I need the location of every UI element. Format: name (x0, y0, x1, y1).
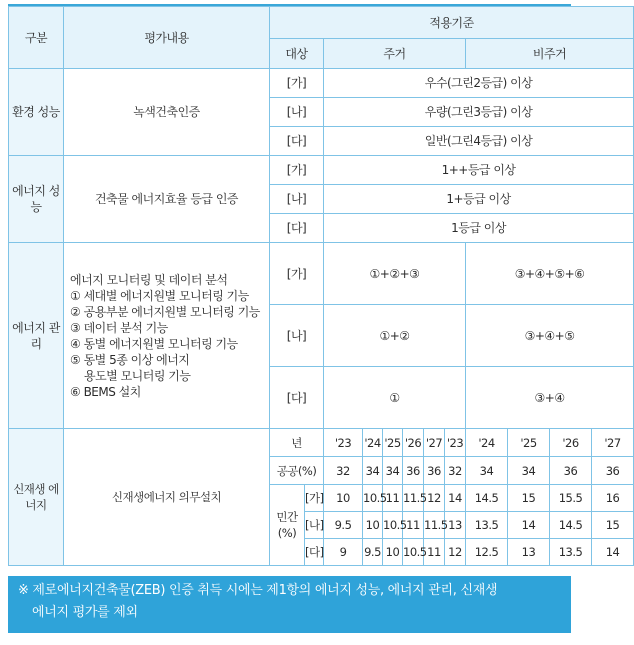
energy-performance-criteria: 1+등급 이상 (324, 185, 634, 214)
content-line: 에너지 모니터링 및 데이터 분석 (70, 272, 228, 287)
private-value: 12.5 (466, 539, 508, 566)
grade-label: [나] (270, 185, 324, 214)
year-label: 년 (270, 429, 324, 457)
energy-performance-content: 건축물 에너지효율 등급 인증 (64, 156, 270, 243)
private-value: 12 (445, 539, 466, 566)
nonresidential-criteria: ③+④+⑤+⑥ (466, 243, 634, 305)
private-value: 10.5 (383, 512, 403, 539)
nonresidential-criteria: ③+④+⑤ (466, 305, 634, 367)
year-cell: '23 (445, 429, 466, 457)
private-value: 14 (592, 539, 634, 566)
header-criteria: 적용기준 (270, 7, 634, 39)
renewable-content: 신재생에너지 의무설치 (64, 429, 270, 566)
private-value: 14.5 (550, 512, 592, 539)
environment-row (9, 69, 634, 98)
energy-management-row (9, 243, 634, 305)
grade-label: [나] (270, 98, 324, 127)
private-value: 13.5 (466, 512, 508, 539)
private-value: 13.5 (550, 539, 592, 566)
private-value: 10.5 (403, 539, 424, 566)
footnote-line: ※ 제로에너지건축물(ZEB) 인증 취득 시에는 제1항의 에너지 성능, 에너지 관리, 신재생 (18, 583, 498, 598)
private-value: 10 (324, 485, 363, 512)
grade-label: [다] (270, 127, 324, 156)
private-value: 14 (445, 485, 466, 512)
private-value: 15.5 (550, 485, 592, 512)
private-value: 15 (592, 512, 634, 539)
content-line: ④ 동별 에너지원별 모니터링 기능 (70, 336, 238, 351)
private-value: 13 (445, 512, 466, 539)
grade-label: [가] (270, 243, 324, 305)
grade-label: [나] (270, 305, 324, 367)
year-cell: '26 (403, 429, 424, 457)
content-line: 용도별 모니터링 기능 (84, 368, 191, 383)
residential-criteria: ① (324, 367, 466, 429)
content-line: ⑤ 동별 5종 이상 에너지 (70, 352, 190, 367)
header-category: 구분 (9, 7, 64, 69)
private-value: 12 (424, 485, 445, 512)
content-line: ⑥ BEMS 설치 (70, 384, 141, 399)
year-cell: '25 (508, 429, 550, 457)
public-value: 34 (466, 457, 508, 485)
public-value: 36 (550, 457, 592, 485)
nonresidential-criteria: ③+④ (466, 367, 634, 429)
header-nonresidential: 비주거 (466, 39, 634, 69)
year-cell: '26 (550, 429, 592, 457)
year-cell: '27 (424, 429, 445, 457)
grade-label: [나] (305, 512, 324, 539)
public-value: 36 (403, 457, 424, 485)
renewable-year-row (9, 429, 634, 457)
content-line: ② 공용부분 에너지원별 모니터링 기능 (70, 304, 260, 319)
header-content: 평가내용 (64, 7, 270, 69)
public-value: 36 (424, 457, 445, 485)
environment-criteria: 일반(그린4등급) 이상 (324, 127, 634, 156)
footnote-box (8, 576, 571, 633)
environment-criteria: 우수(그린2등급) 이상 (324, 69, 634, 98)
public-value: 36 (592, 457, 634, 485)
public-value: 32 (445, 457, 466, 485)
year-cell: '27 (592, 429, 634, 457)
public-value: 34 (363, 457, 383, 485)
header-residential: 주거 (324, 39, 466, 69)
private-label: 민간 (%) (270, 485, 305, 566)
grade-label: [가] (305, 485, 324, 512)
private-value: 11.5 (424, 512, 445, 539)
criteria-table (8, 6, 634, 566)
private-value: 11.5 (403, 485, 424, 512)
grade-label: [다] (270, 214, 324, 243)
private-value: 16 (592, 485, 634, 512)
energy-performance-criteria: 1++등급 이상 (324, 156, 634, 185)
private-value: 15 (508, 485, 550, 512)
grade-label: [다] (305, 539, 324, 566)
private-value: 11 (403, 512, 424, 539)
private-value: 13 (508, 539, 550, 566)
private-value: 9 (324, 539, 363, 566)
energy-management-category: 에너지 관리 (9, 243, 64, 429)
private-value: 11 (383, 485, 403, 512)
private-value: 14 (508, 512, 550, 539)
private-value: 10 (363, 512, 383, 539)
private-value: 10.5 (363, 485, 383, 512)
grade-label: [가] (270, 156, 324, 185)
environment-category: 환경 성능 (9, 69, 64, 156)
year-cell: '24 (363, 429, 383, 457)
environment-criteria: 우량(그린3등급) 이상 (324, 98, 634, 127)
content-line: ③ 데이터 분석 기능 (70, 320, 168, 335)
private-value: 9.5 (363, 539, 383, 566)
private-value: 10 (383, 539, 403, 566)
energy-performance-category: 에너지 성능 (9, 156, 64, 243)
public-value: 34 (383, 457, 403, 485)
year-cell: '25 (383, 429, 403, 457)
grade-label: [다] (270, 367, 324, 429)
public-value: 32 (324, 457, 363, 485)
year-cell: '23 (324, 429, 363, 457)
public-value: 34 (508, 457, 550, 485)
residential-criteria: ①+②+③ (324, 243, 466, 305)
content-line: ① 세대별 에너지원별 모니터링 기능 (70, 288, 249, 303)
public-label: 공공(%) (270, 457, 324, 485)
private-value: 14.5 (466, 485, 508, 512)
energy-performance-criteria: 1등급 이상 (324, 214, 634, 243)
environment-content: 녹색건축인증 (64, 69, 270, 156)
grade-label: [가] (270, 69, 324, 98)
footnote-line: 에너지 평가를 제외 (32, 605, 138, 620)
renewable-category: 신재생 에너지 (9, 429, 64, 566)
energy-management-content (64, 243, 270, 429)
header-target: 대상 (270, 39, 324, 69)
residential-criteria: ①+② (324, 305, 466, 367)
private-value: 9.5 (324, 512, 363, 539)
year-cell: '24 (466, 429, 508, 457)
energy-performance-row (9, 156, 634, 185)
header-row-1 (9, 7, 634, 39)
private-value: 11 (424, 539, 445, 566)
